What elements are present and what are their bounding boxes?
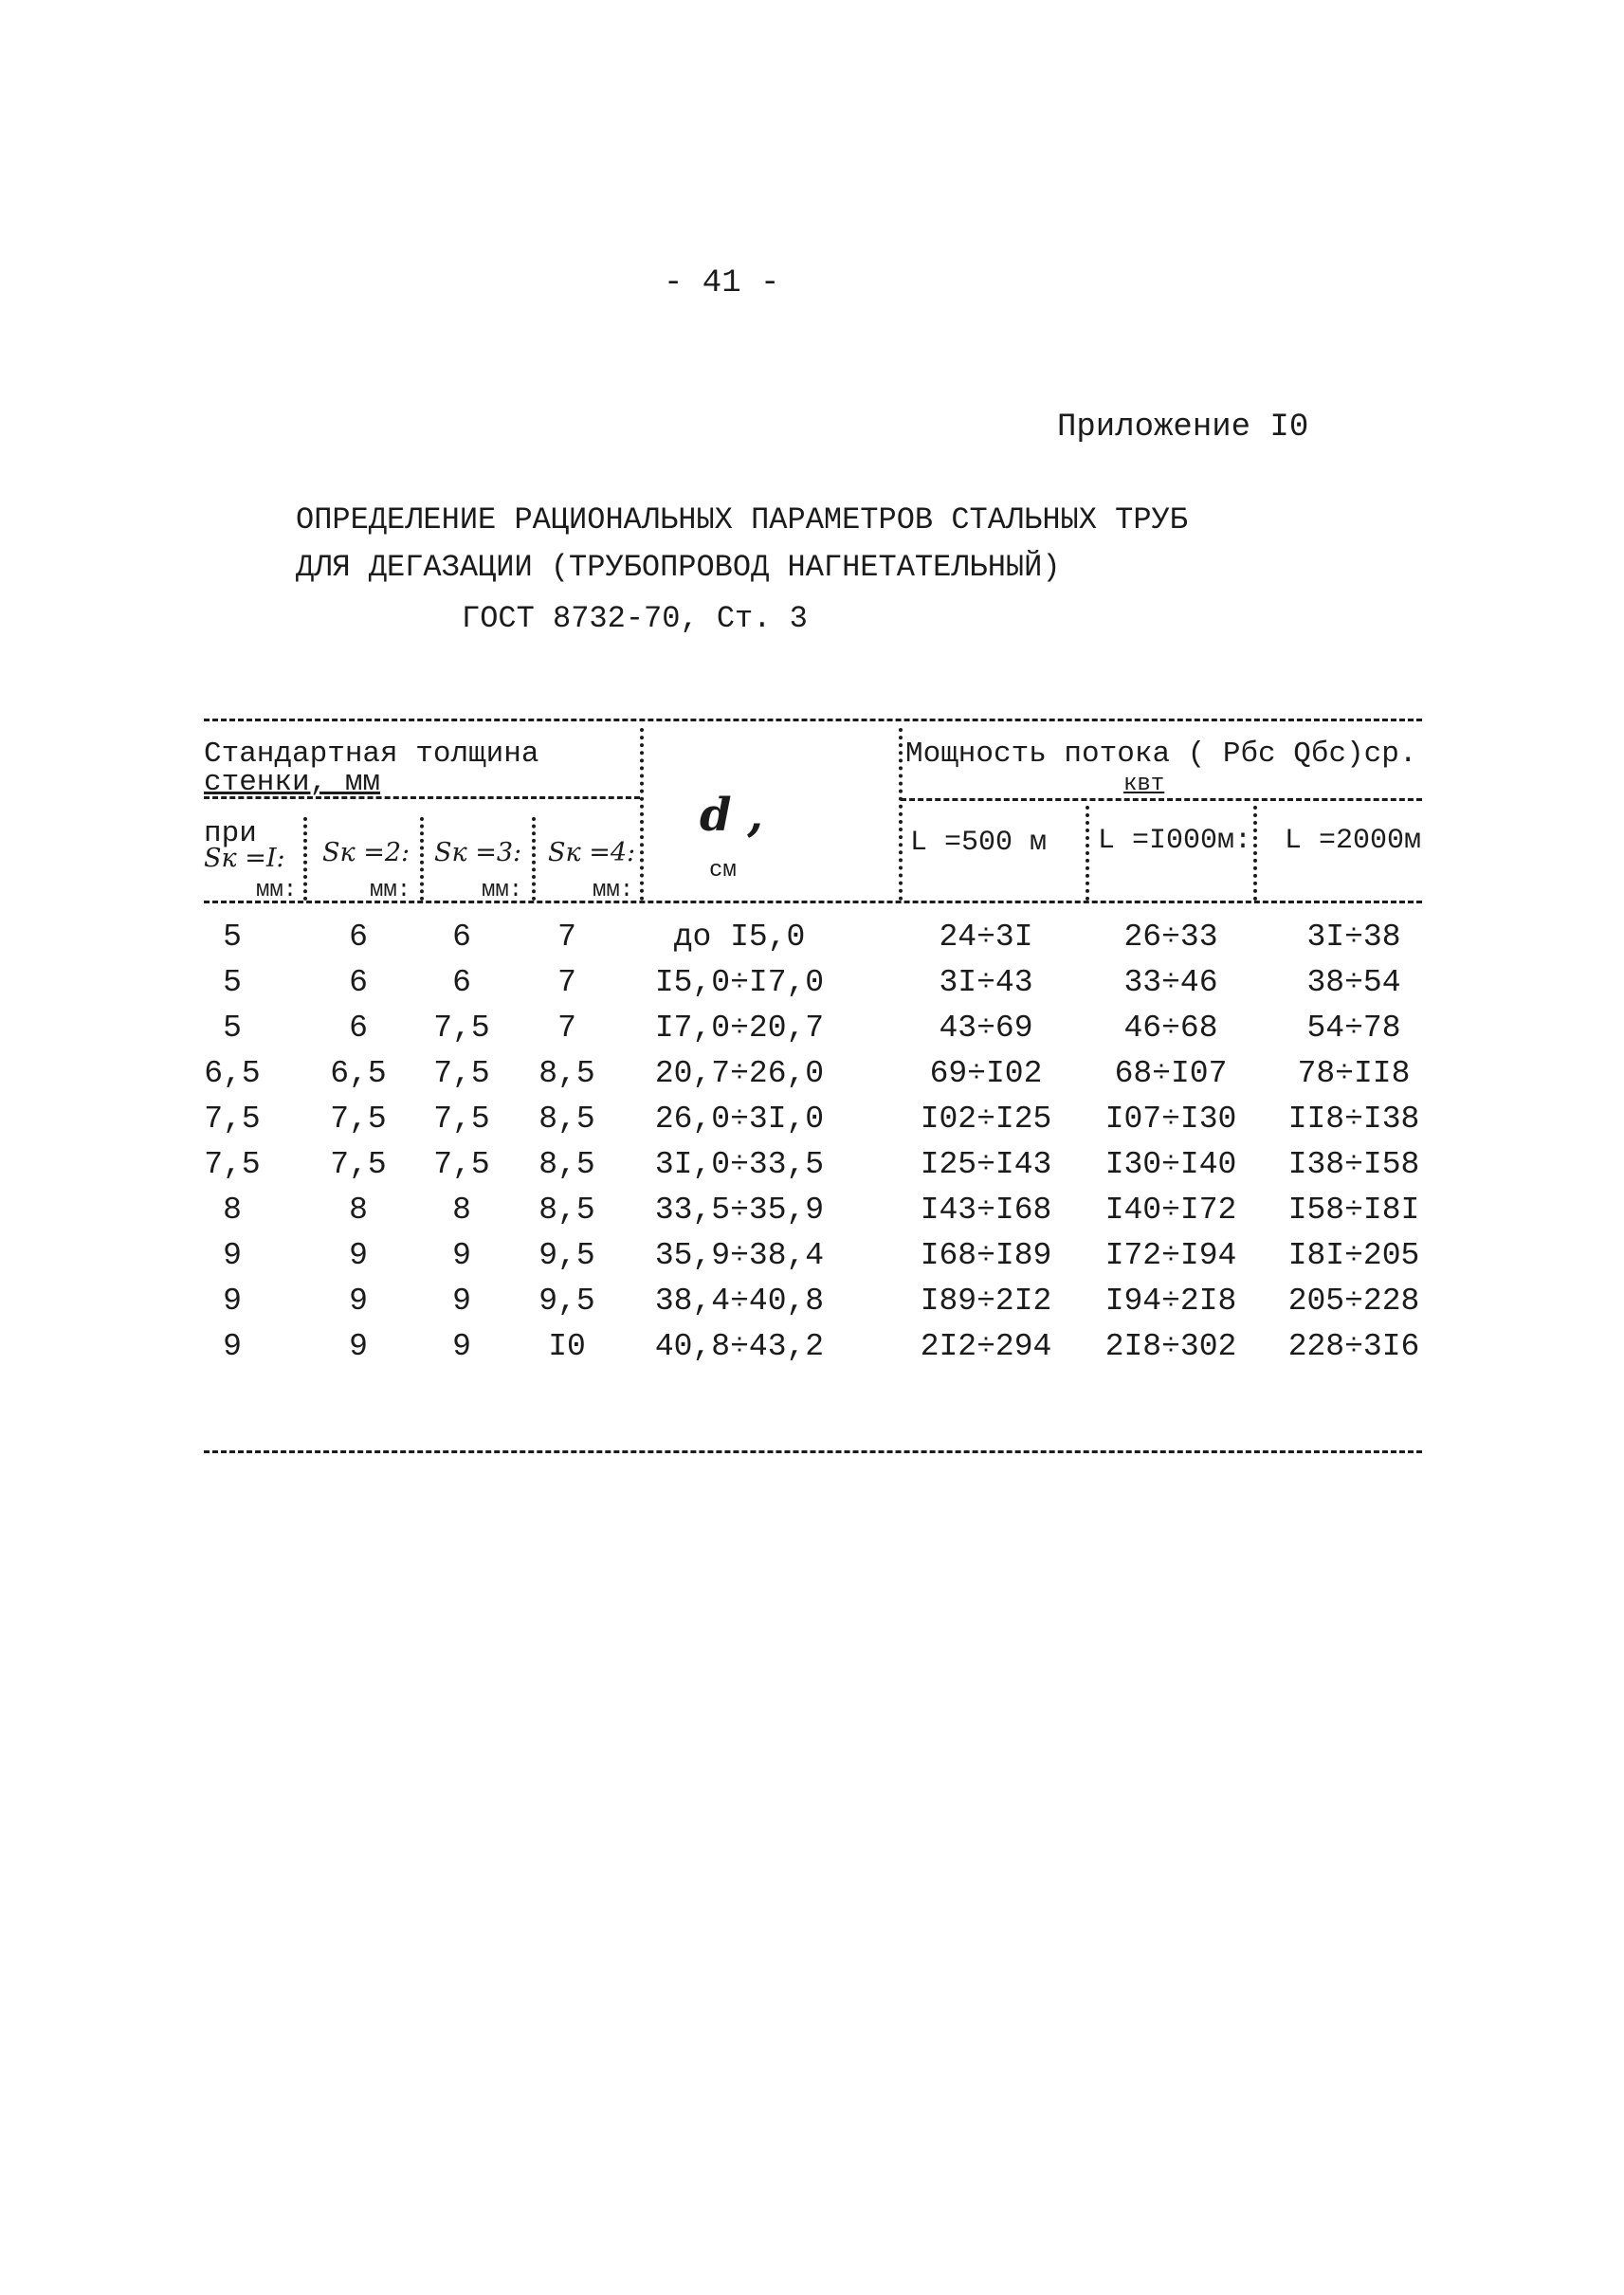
- table-cell: II8÷I38: [1287, 1102, 1420, 1137]
- table-cell: I38÷I58: [1287, 1147, 1420, 1182]
- table-cell: 7,5: [330, 1147, 387, 1182]
- table-cell: 6: [349, 920, 368, 955]
- table-cell: 7: [557, 920, 576, 955]
- table-cell: 9: [452, 1329, 471, 1364]
- table-cell: 8,5: [538, 1147, 595, 1182]
- table-cell: 7,5: [330, 1102, 387, 1137]
- table-cell: 6: [349, 965, 368, 1000]
- table-cell: I7,0÷20,7: [654, 1011, 825, 1046]
- divider-power: [899, 728, 903, 901]
- header-unit-1: мм:: [256, 878, 298, 903]
- table-cell: 78÷II8: [1297, 1056, 1411, 1091]
- table-cell: 7: [557, 1011, 576, 1046]
- appendix-label: Приложение I0: [1057, 410, 1309, 446]
- table-cell: 35,9÷38,4: [654, 1238, 825, 1273]
- table-cell: 9: [223, 1329, 242, 1364]
- table-cell: 2I8÷302: [1104, 1329, 1237, 1364]
- table-cell: 68÷I07: [1114, 1056, 1228, 1091]
- header-unit-2: мм:: [370, 878, 411, 903]
- header-power-unit: квт: [1123, 772, 1165, 797]
- table-cell: I94÷2I8: [1104, 1284, 1237, 1319]
- table-cell: I8I÷205: [1287, 1238, 1420, 1273]
- title-line-3: ГОСТ 8732-70, Ст. 3: [462, 601, 808, 636]
- table-cell: 9: [452, 1284, 471, 1319]
- header-s4: Sк =4:: [548, 838, 636, 867]
- table-cell: 205÷228: [1287, 1284, 1420, 1319]
- table-cell: I02÷I25: [920, 1102, 1052, 1137]
- header-L2000: L =2000м: [1285, 825, 1422, 857]
- table-bottom-rule: [204, 1450, 1422, 1453]
- table-cell: I89÷2I2: [920, 1284, 1052, 1319]
- table-cell: 6: [452, 965, 471, 1000]
- table-cell: I0: [548, 1329, 586, 1364]
- table-cell: 26,0÷3I,0: [654, 1102, 825, 1137]
- table-cell: 6,5: [330, 1056, 387, 1091]
- table-cell: 6: [349, 1011, 368, 1046]
- divider-thickness: [640, 728, 644, 901]
- table-cell: 8: [223, 1193, 242, 1228]
- header-unit-3: мм:: [482, 878, 523, 903]
- title-line-1: ОПРЕДЕЛЕНИЕ РАЦИОНАЛЬНЫХ ПАРАМЕТРОВ СТАЛЬНЫХ ТРУБ: [296, 502, 1188, 537]
- title-line-2: ДЛЯ ДЕГАЗАЦИИ (ТРУБОПРОВОД НАГНЕТАТЕЛЬНЫЙ): [296, 550, 1061, 585]
- table-cell: 7,5: [433, 1056, 490, 1091]
- table-cell: I58÷I8I: [1287, 1193, 1420, 1228]
- divider-s1: [303, 817, 307, 901]
- header-thickness: Стандартная толщина: [204, 738, 539, 771]
- table-cell: 2I2÷294: [920, 1329, 1052, 1364]
- table-cell: 20,7÷26,0: [654, 1056, 825, 1091]
- table-cell: 5: [223, 1011, 242, 1046]
- table-cell: 8,5: [538, 1056, 595, 1091]
- table-cell: 43÷69: [939, 1011, 1033, 1046]
- table-cell: 7,5: [204, 1147, 261, 1182]
- table-cell: 6,5: [204, 1056, 261, 1091]
- table-cell: 5: [223, 920, 242, 955]
- table-cell: 7,5: [204, 1102, 261, 1137]
- table-cell: 3I÷43: [939, 965, 1033, 1000]
- table-cell: 33÷46: [1123, 965, 1218, 1000]
- table-cell: 9: [452, 1238, 471, 1273]
- subheader-rule-right: [901, 798, 1422, 801]
- table-cell: 9: [223, 1238, 242, 1273]
- table-cell: 9: [349, 1284, 368, 1319]
- table-cell: 7: [557, 965, 576, 1000]
- table-cell: I25÷I43: [920, 1147, 1052, 1182]
- table-cell: 5: [223, 965, 242, 1000]
- divider-s3: [532, 817, 536, 901]
- table-cell: 69÷I02: [929, 1056, 1043, 1091]
- header-s2: Sк =2:: [322, 838, 411, 867]
- table-cell: 8,5: [538, 1102, 595, 1137]
- table-cell: I30÷I40: [1104, 1147, 1237, 1182]
- table-cell: 54÷78: [1306, 1011, 1401, 1046]
- table-cell: 9,5: [538, 1284, 595, 1319]
- page-number: - 41 -: [664, 265, 780, 301]
- table-cell: до I5,0: [673, 920, 806, 955]
- header-L500: L =500 м: [910, 827, 1048, 859]
- header-L1000: L =I000м:: [1098, 825, 1252, 857]
- table-cell: 7,5: [433, 1011, 490, 1046]
- table-cell: 26÷33: [1123, 920, 1218, 955]
- table-cell: I40÷I72: [1104, 1193, 1237, 1228]
- table-cell: I72÷I94: [1104, 1238, 1237, 1273]
- header-s3: Sк =3:: [434, 838, 522, 867]
- table-cell: I68÷I89: [920, 1238, 1052, 1273]
- table-cell: 9: [349, 1329, 368, 1364]
- table-top-rule: [204, 719, 1422, 721]
- table-cell: 228÷3I6: [1287, 1329, 1420, 1364]
- header-d-symbol: d ,: [700, 789, 763, 842]
- table-cell: 38÷54: [1306, 965, 1401, 1000]
- table-cell: I43÷I68: [920, 1193, 1052, 1228]
- table-cell: 8,5: [538, 1193, 595, 1228]
- table-cell: 8: [349, 1193, 368, 1228]
- table-cell: 7,5: [433, 1102, 490, 1137]
- table-cell: 9: [223, 1284, 242, 1319]
- table-cell: 6: [452, 920, 471, 955]
- divider-L1: [1086, 806, 1089, 901]
- table-cell: 9: [349, 1238, 368, 1273]
- header-power: Мощность потока ( Pбс Qбс)ср.: [905, 738, 1417, 771]
- table-cell: 24÷3I: [939, 920, 1033, 955]
- table-cell: I5,0÷I7,0: [654, 965, 825, 1000]
- table-cell: 8: [452, 1193, 471, 1228]
- table-cell: 3I,0÷33,5: [654, 1147, 825, 1182]
- table-cell: 7,5: [433, 1147, 490, 1182]
- header-pri: при: [204, 817, 257, 850]
- table-cell: 3I÷38: [1306, 920, 1401, 955]
- header-d-unit: см: [709, 858, 737, 883]
- divider-L2: [1253, 806, 1257, 901]
- table-cell: 46÷68: [1123, 1011, 1218, 1046]
- table-cell: 33,5÷35,9: [654, 1193, 825, 1228]
- table-cell: 9,5: [538, 1238, 595, 1273]
- table-cell: I07÷I30: [1104, 1102, 1237, 1137]
- divider-s2: [420, 817, 424, 901]
- header-wall: стенки, мм: [204, 766, 381, 799]
- header-s1: Sк =I:: [204, 844, 285, 873]
- header-unit-4: мм:: [593, 878, 634, 903]
- table-cell: 38,4÷40,8: [654, 1284, 825, 1319]
- table-cell: 40,8÷43,2: [654, 1329, 825, 1364]
